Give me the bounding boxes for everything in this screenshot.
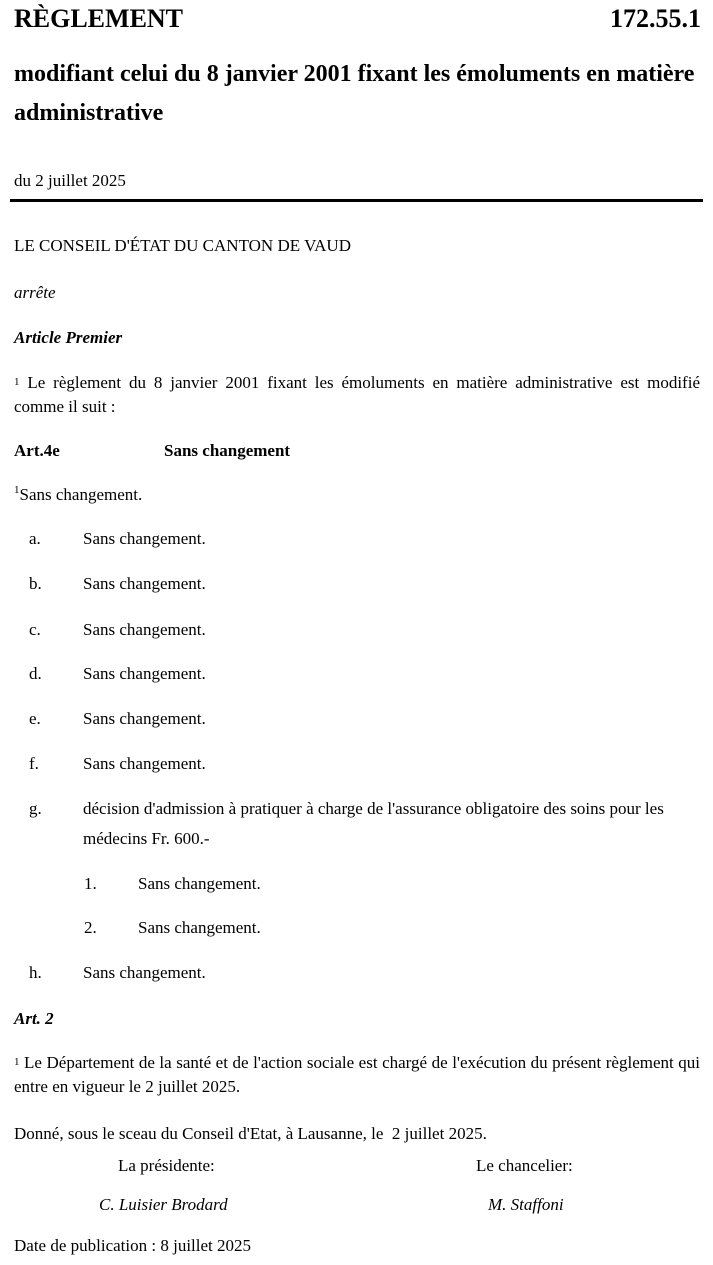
signatory-name-right: M. Staffoni — [488, 1195, 564, 1214]
art-4e-number: Art.4e — [14, 441, 60, 460]
list-item-letter: h. — [29, 963, 42, 982]
document-date: du 2 juillet 2025 — [14, 171, 126, 190]
sub-list-item-text: Sans changement. — [138, 874, 261, 893]
paragraph-text: Sans changement. — [19, 485, 143, 504]
list-item-text: Sans changement. — [83, 529, 206, 548]
list-item-text: décision d'admission à pratiquer à charge de l'assurance obligatoire des soins pour les médecins Fr. 600.- — [83, 799, 664, 848]
list-item-letter: d. — [29, 664, 42, 683]
paragraph-number: 1 — [14, 376, 20, 388]
list-item-letter: e. — [29, 709, 41, 728]
publication-date: Date de publication : 8 juillet 2025 — [14, 1236, 252, 1255]
paragraph-text: Le Département de la santé et de l'action sociale est chargé de l'exécution du présent règlement qui entre en vigueur le 2 juillet 2025. — [14, 1053, 700, 1096]
article-1-paragraph — [14, 371, 700, 419]
decree-word: arrête — [14, 283, 56, 302]
sub-list-item-text: Sans changement. — [138, 918, 261, 937]
list-item-letter: a. — [29, 529, 41, 548]
list-item-letter: b. — [29, 574, 42, 593]
article-2-paragraph — [14, 1051, 700, 1099]
given-statement: Donné, sous le sceau du Conseil d'Etat, à Lausanne, le 2 juillet 2025. — [14, 1124, 487, 1143]
list-item-text: Sans changement. — [83, 709, 206, 728]
list-item-letter: c. — [29, 620, 41, 639]
list-item-letter: f. — [29, 754, 39, 773]
signatory-title-left: La présidente: — [118, 1156, 215, 1175]
sub-list-item-number: 1. — [84, 874, 97, 893]
paragraph-number: 1 — [14, 1056, 20, 1068]
list-item-text: Sans changement. — [83, 574, 206, 593]
paragraph-number: 1 — [14, 484, 20, 496]
paragraph-text: Le règlement du 8 janvier 2001 fixant les émoluments en matière administrative est modifié comme il suit : — [14, 373, 700, 416]
document-type-title: RÈGLEMENT — [14, 4, 184, 33]
art-4e-paragraph — [14, 485, 142, 505]
issuing-authority: LE CONSEIL D'ÉTAT DU CANTON DE VAUD — [14, 236, 351, 255]
list-item-text: Sans changement. — [83, 664, 206, 683]
sub-list-item-number: 2. — [84, 918, 97, 937]
list-item-text: Sans changement. — [83, 963, 206, 982]
list-item-letter: g. — [29, 799, 42, 818]
article-1-heading: Article Premier — [14, 328, 123, 347]
art-4e-title: Sans changement — [164, 441, 291, 460]
document-subtitle: modifiant celui du 8 janvier 2001 fixant les émoluments en matière administrative — [14, 61, 695, 126]
signatory-title-right: Le chancelier: — [476, 1156, 573, 1175]
list-item-text: Sans changement. — [83, 754, 206, 773]
header-divider — [10, 199, 703, 202]
article-2-heading: Art. 2 — [14, 1009, 54, 1028]
signatory-name-left: C. Luisier Brodard — [99, 1195, 228, 1214]
document-number: 172.55.1 — [610, 4, 701, 33]
list-item-text: Sans changement. — [83, 620, 206, 639]
